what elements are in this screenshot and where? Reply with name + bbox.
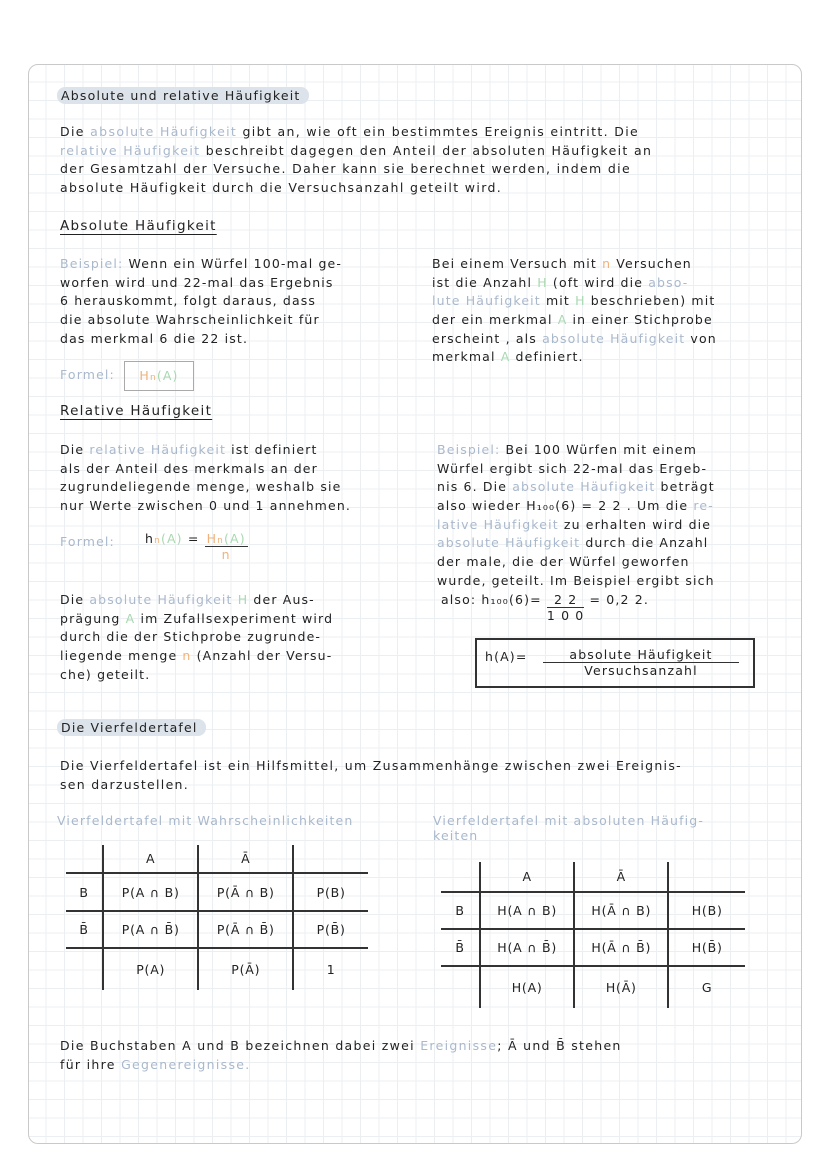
text-line [432, 311, 717, 330]
table-cell: P(Ā) [198, 948, 293, 990]
text-segment: zu erhalten wird die [558, 516, 712, 532]
text-line [60, 666, 333, 685]
column-header: Ā [198, 845, 293, 873]
text-segment: in einer Stichprobe [567, 312, 713, 328]
text-segment: ist definiert [226, 442, 318, 457]
relative-definition [60, 441, 351, 516]
absolute-definition [432, 255, 717, 367]
table-row [441, 966, 745, 1008]
text-line [60, 776, 682, 795]
highlighted-term: H [537, 274, 548, 290]
text-segment: liegende menge [60, 648, 183, 664]
text-line [432, 255, 717, 274]
text-segment: im Zufallsexperiment wird [135, 610, 334, 626]
text-segment: Würfel ergibt sich 22-mal das Ergeb- [437, 460, 708, 476]
text-segment: die absolute Wahrscheinlichkeit für [60, 312, 320, 328]
text-line [437, 441, 715, 460]
highlighted-term: H [575, 293, 586, 309]
table-row [441, 862, 745, 892]
formula-H: H [139, 368, 150, 383]
highlighted-term: A [557, 312, 568, 328]
text-segment: absolute Häufigkeit durch die Versuchsanzahl geteilt wird. [60, 180, 503, 196]
text-segment: Versuchen [611, 256, 692, 271]
highlighted-term: absolute Häufigkeit [90, 124, 238, 139]
abs-table-title-line2: keiten [433, 828, 479, 843]
text-line [432, 292, 717, 311]
text-segment: (oft wird die [547, 274, 649, 290]
formula-den: n [221, 547, 231, 562]
table-row [441, 929, 745, 966]
row-header: B [441, 892, 480, 929]
text-segment: für ihre [60, 1056, 122, 1072]
text-segment: Bei 100 Würfen mit einem [505, 442, 698, 457]
text-line [60, 757, 682, 776]
row-header: B̄ [66, 911, 103, 948]
column-header [441, 862, 480, 892]
text-segment: Die Buchstaben A und B bezeichnen dabei zwei [60, 1038, 421, 1053]
text-line [60, 123, 652, 142]
highlighted-term: Beispiel: [60, 256, 129, 271]
text-segment: mit [540, 293, 576, 309]
text-line [60, 311, 342, 330]
text-line [60, 142, 652, 161]
text-line [60, 478, 351, 497]
text-segment: ; Ā und B̄ stehen [497, 1038, 622, 1053]
table-cell: H(A) [480, 966, 574, 1008]
text-segment: 6 herauskommt, folgt daraus, dass [60, 293, 317, 309]
text-line [437, 497, 715, 516]
text-segment: der ein merkmal [432, 312, 558, 328]
relative-formula-label: Formel: [60, 534, 115, 549]
text-segment: durch die der Stichprobe zugrunde- [60, 629, 322, 645]
boxed-num: absolute Häufigkeit [543, 647, 739, 663]
table-cell: P(A) [103, 948, 198, 990]
text-segment: nis 6. Die [437, 479, 513, 495]
text-segment: als der Anteil des merkmals an der [60, 460, 318, 476]
highlighted-term: H [237, 592, 249, 607]
formula-h: h [145, 531, 155, 546]
relative-example [437, 441, 715, 591]
highlighted-term: relative Häufigkeit [60, 142, 201, 158]
text-line [60, 179, 652, 198]
highlighted-term: Ereignisse [420, 1038, 498, 1053]
highlighted-term: Beispiel: [437, 442, 506, 457]
highlighted-term: absolute Häufigkeit [542, 330, 686, 346]
prob-table-title: Vierfeldertafel mit Wahrscheinlichkeiten [57, 813, 354, 828]
formula-num-H: H [206, 531, 218, 546]
example-calculation [441, 592, 649, 623]
text-line [437, 516, 715, 535]
heading-relative: Relative Häufigkeit [60, 403, 213, 419]
formula-arg: (A) [156, 368, 179, 383]
relative-explanation [60, 591, 333, 684]
row-header: B [66, 873, 103, 911]
text-segment: durch die Anzahl [580, 535, 709, 551]
highlighted-term: lute Häufigkeit [432, 293, 541, 309]
text-line [60, 610, 333, 629]
text-segment: sen darzustellen. [60, 776, 190, 792]
table-cell: H(Ā ∩ B̄) [574, 929, 668, 966]
text-segment: Die [60, 124, 91, 139]
absolute-example [60, 255, 342, 348]
formula-box [124, 361, 194, 391]
example-lhs: h₁₀₀(6)= [481, 592, 542, 607]
relative-formula [145, 531, 248, 562]
absolute-frequency-table [441, 862, 745, 1008]
text-line [60, 160, 652, 179]
text-line [60, 292, 342, 311]
text-segment: der Aus- [248, 592, 315, 607]
highlighted-term: n [602, 256, 612, 271]
table-cell: H(A ∩ B) [480, 892, 574, 929]
highlighted-term: relative Häufigkeit [89, 442, 226, 457]
column-header: A [480, 862, 574, 892]
text-line [437, 460, 715, 479]
text-segment: wurde, geteilt. Im Beispiel ergibt sich [437, 572, 715, 588]
text-segment: beträgt [655, 479, 715, 495]
table-cell: P(B) [293, 873, 368, 911]
formula-num-arg: (A) [224, 531, 246, 546]
heading-absolute: Absolute Häufigkeit [60, 218, 217, 234]
vierfeld-intro [60, 757, 682, 794]
text-segment: worfen wird und 22-mal das Ergebnis [60, 274, 334, 290]
text-line [60, 460, 351, 479]
text-line [60, 330, 342, 349]
example-den: 1 0 0 [546, 608, 585, 623]
text-segment: (Anzahl der Versu- [191, 648, 333, 664]
highlighted-term: lative Häufigkeit [437, 516, 559, 532]
text-segment: Die [60, 442, 90, 457]
text-segment: definiert. [510, 349, 584, 365]
example-prefix: also: [441, 592, 477, 607]
table-row [66, 948, 368, 990]
formula-num-n: n [217, 536, 224, 546]
table-row [66, 845, 368, 873]
text-line [437, 553, 715, 572]
formula-label: Formel: [60, 367, 115, 382]
table-cell: G [668, 966, 745, 1008]
footer-paragraph [60, 1037, 622, 1074]
formula-arg: (A) [160, 531, 183, 546]
text-segment: prägung [60, 610, 126, 626]
table-cell: H(Ā ∩ B) [574, 892, 668, 929]
table-cell: H(B) [668, 892, 745, 929]
text-line [60, 628, 333, 647]
table-cell: 1 [293, 948, 368, 990]
table-cell: H(A ∩ B̄) [480, 929, 574, 966]
text-line [60, 1037, 622, 1056]
table-row [441, 892, 745, 929]
text-segment: also wieder H₁₀₀(6) = 2 2 . Um die [437, 498, 694, 514]
highlighted-term: re- [693, 498, 714, 514]
text-line [60, 274, 342, 293]
table-cell: H(Ā) [574, 966, 668, 1008]
highlighted-term: Gegenereignisse. [121, 1056, 251, 1072]
table-cell: P(Ā ∩ B̄) [198, 911, 293, 948]
text-segment: merkmal [432, 349, 501, 365]
highlighted-term: absolute Häufigkeit [89, 592, 233, 607]
highlighted-term: abso- [648, 274, 689, 290]
boxed-formula [475, 638, 755, 688]
table-cell: P(A ∩ B) [103, 873, 198, 911]
text-line [60, 591, 333, 610]
text-line [437, 534, 715, 553]
text-segment: Die [60, 592, 90, 607]
text-segment: erscheint , als [432, 330, 543, 346]
vierfeld-title: Die Vierfeldertafel [57, 719, 206, 736]
row-header [66, 948, 103, 990]
text-segment: Bei einem Versuch mit [432, 256, 603, 271]
highlighted-term: A [125, 610, 136, 626]
text-segment: ist die Anzahl [432, 274, 538, 290]
text-segment: nur Werte zwischen 0 und 1 annehmen. [60, 498, 352, 514]
boxed-lhs: h(A)= [485, 649, 528, 664]
table-cell: P(B̄) [293, 911, 368, 948]
text-segment: zugrundeliegende menge, weshalb sie [60, 479, 342, 495]
text-segment: der male, die der Würfel geworfen [437, 554, 690, 570]
text-line [60, 441, 351, 460]
abs-table-title-line1: Vierfeldertafel mit absoluten Häufig- [433, 813, 705, 828]
text-line [60, 1056, 622, 1075]
text-segment: beschreibt dagegen den Anteil der absoluten Häufigkeit an [200, 142, 653, 158]
table-row [66, 873, 368, 911]
text-line [60, 497, 351, 516]
formula-equals: = [187, 531, 200, 546]
table-row [66, 911, 368, 948]
column-header [293, 845, 368, 873]
text-line [437, 478, 715, 497]
table-cell: H(B̄) [668, 929, 745, 966]
text-line [432, 330, 717, 349]
column-header [66, 845, 103, 873]
abs-table-title [433, 813, 704, 843]
text-segment: der Gesamtzahl der Versuche. Daher kann sie berechnet werden, indem die [60, 161, 632, 177]
text-segment: Wenn ein Würfel 100-mal ge- [128, 256, 343, 271]
text-segment: gibt an, wie oft ein bestimmtes Ereignis eintritt. Die [237, 124, 640, 139]
text-segment: von [685, 330, 717, 346]
highlighted-term: A [500, 349, 511, 365]
boxed-den: Versuchsanzahl [584, 663, 698, 678]
example-num: 2 2 [547, 592, 585, 608]
highlighted-term: absolute Häufigkeit [437, 535, 581, 551]
row-header [441, 966, 480, 1008]
text-segment: beschrieben) mit [585, 293, 716, 309]
section-title: Absolute und relative Häufigkeit [57, 87, 309, 104]
table-cell: P(Ā ∩ B) [198, 873, 293, 911]
example-result: = 0,2 2. [589, 592, 649, 607]
column-header: Ā [574, 862, 668, 892]
text-line [60, 255, 342, 274]
highlighted-term: n [182, 648, 192, 664]
formula-n: n [149, 373, 157, 383]
highlighted-term: absolute Häufigkeit [512, 479, 656, 495]
row-header: B̄ [441, 929, 480, 966]
text-line [432, 348, 717, 367]
formula-n: n [154, 536, 161, 546]
probability-table [66, 845, 368, 990]
intro-paragraph [60, 123, 652, 198]
table-cell: P(A ∩ B̄) [103, 911, 198, 948]
text-segment: Die Vierfeldertafel ist ein Hilfsmittel, um Zusammenhänge zwischen zwei Ereignis- [60, 758, 682, 773]
text-line [432, 274, 717, 293]
column-header: A [103, 845, 198, 873]
text-line [60, 647, 333, 666]
text-segment: das merkmal 6 die 22 ist. [60, 330, 249, 346]
text-segment: che) geteilt. [60, 666, 151, 682]
column-header [668, 862, 745, 892]
text-line [437, 572, 715, 591]
